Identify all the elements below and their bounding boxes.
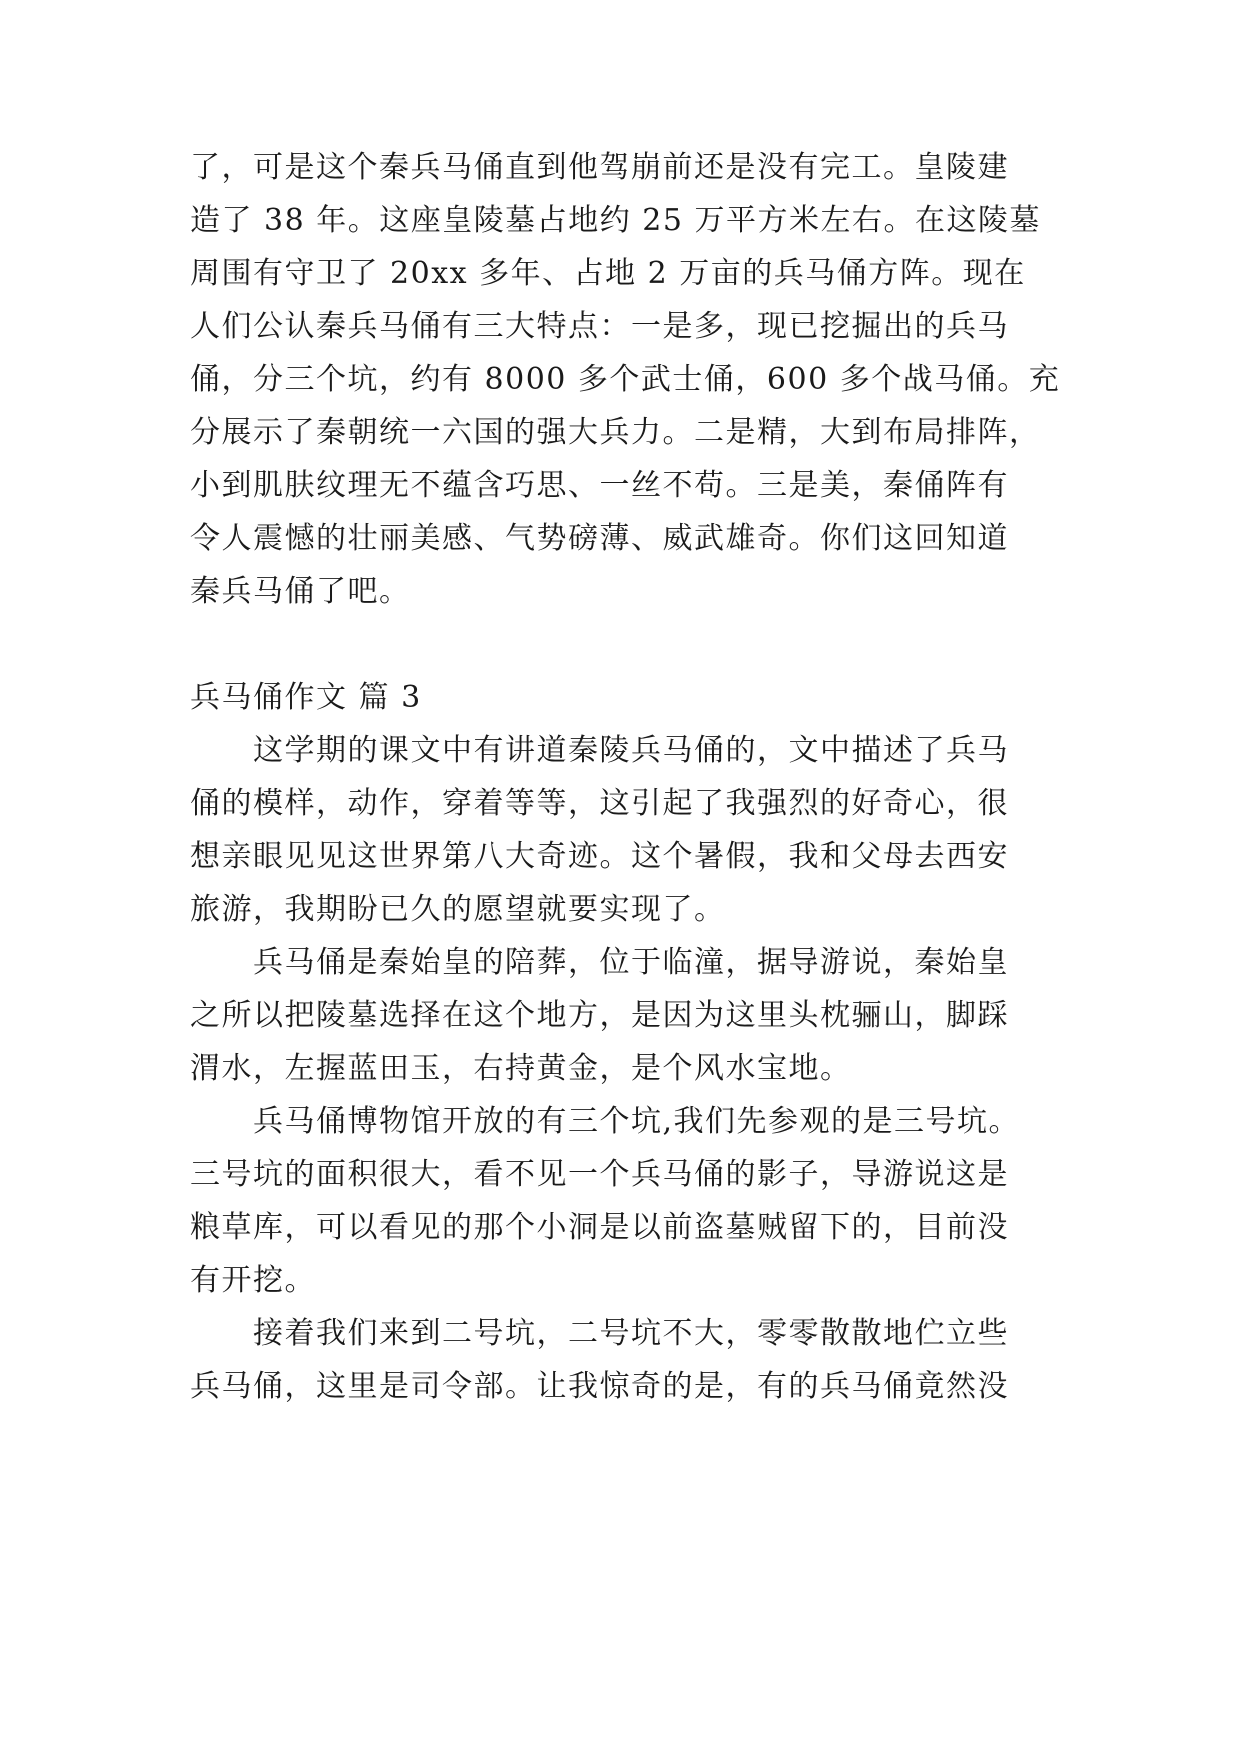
text-line: 俑的模样，动作，穿着等等，这引起了我强烈的好奇心，很 [190,786,1009,821]
paragraph-first-line: 接着我们来到二号坑，二号坑不大，零零散散地伫立些 [253,1316,1009,1351]
text-line: 秦兵马俑了吧。 [190,574,411,609]
section-heading: 兵马俑作文 篇 3 [190,680,422,715]
text-line: 三号坑的面积很大，看不见一个兵马俑的影子，导游说这是 [190,1157,1009,1192]
text-line: 人们公认秦兵马俑有三大特点：一是多，现已挖掘出的兵马 [190,309,1009,344]
text-line: 周围有守卫了 20xx 多年、占地 2 万亩的兵马俑方阵。现在 [190,256,1026,291]
paragraph-first-line: 兵马俑是秦始皇的陪葬，位于临潼，据导游说，秦始皇 [253,945,1009,980]
text-line: 有开挖。 [190,1263,316,1298]
text-line: 渭水，左握蓝田玉，右持黄金，是个风水宝地。 [190,1051,852,1086]
text-line: 想亲眼见见这世界第八大奇迹。这个暑假，我和父母去西安 [190,839,1009,874]
text-line: 了，可是这个秦兵马俑直到他驾崩前还是没有完工。皇陵建 [190,150,1009,185]
text-line: 之所以把陵墓选择在这个地方，是因为这里头枕骊山，脚踩 [190,998,1009,1033]
text-line: 兵马俑，这里是司令部。让我惊奇的是，有的兵马俑竟然没 [190,1369,1009,1404]
text-line: 粮草库，可以看见的那个小洞是以前盗墓贼留下的，目前没 [190,1210,1009,1245]
text-line: 分展示了秦朝统一六国的强大兵力。二是精，大到布局排阵， [190,415,1041,450]
text-line: 造了 38 年。这座皇陵墓占地约 25 万平方米左右。在这陵墓 [190,203,1041,238]
text-line: 小到肌肤纹理无不蕴含巧思、一丝不苟。三是美，秦俑阵有 [190,468,1009,503]
text-line: 俑，分三个坑，约有 8000 多个武士俑，600 多个战马俑。充 [190,362,1061,397]
paragraph-first-line: 这学期的课文中有讲道秦陵兵马俑的，文中描述了兵马 [253,733,1009,768]
paragraph-first-line: 兵马俑博物馆开放的有三个坑,我们先参观的是三号坑。 [253,1104,1021,1139]
text-line: 旅游，我期盼已久的愿望就要实现了。 [190,892,726,927]
text-line: 令人震憾的壮丽美感、气势磅薄、威武雄奇。你们这回知道 [190,521,1009,556]
